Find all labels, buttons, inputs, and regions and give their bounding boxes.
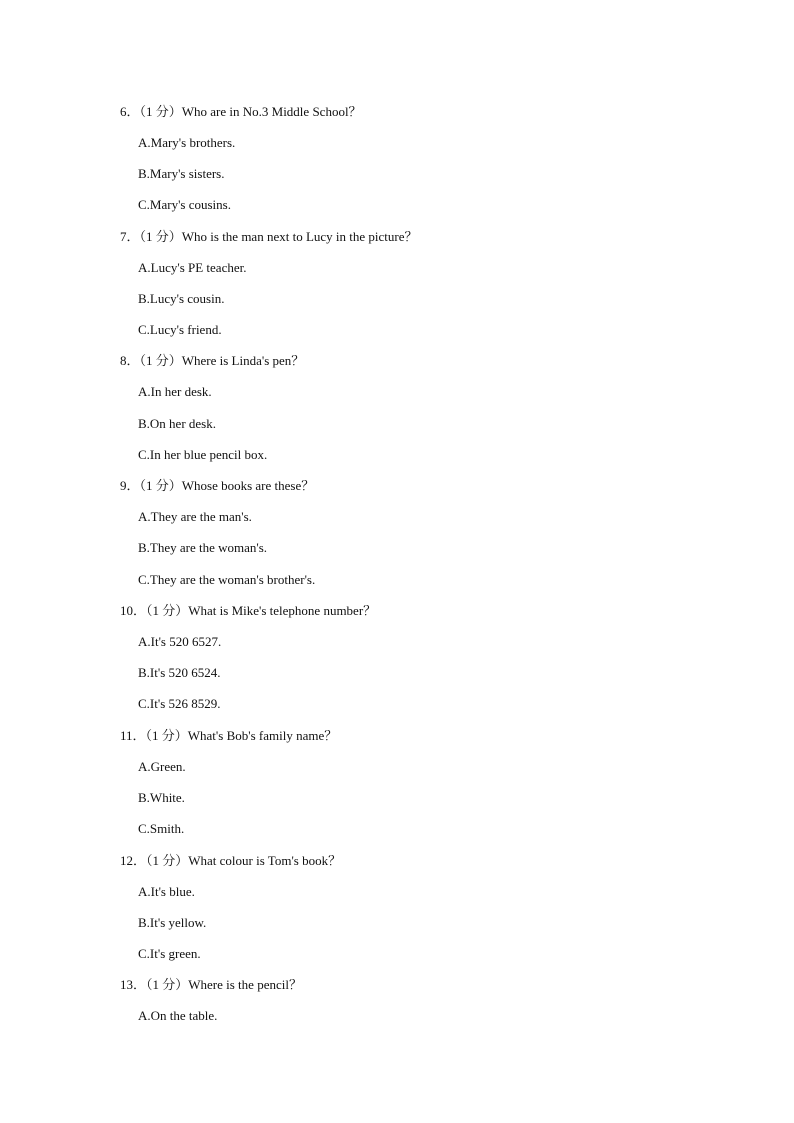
question-10-option-c: C.It's 526 8529. <box>138 696 221 711</box>
question-12-option-c: C.It's green. <box>138 946 201 961</box>
question-6: 6．（1 分）Who are in No.3 Middle School？ <box>120 104 362 119</box>
question-8: 8．（1 分）Where is Linda's pen？ <box>120 353 305 368</box>
question-7: 7．（1 分）Who is the man next to Lucy in the picture？ <box>120 229 418 244</box>
question-8-option-a: A.In her desk. <box>138 384 212 399</box>
question-12-option-b: B.It's yellow. <box>138 915 207 930</box>
question-7-option-a: A.Lucy's PE teacher. <box>138 260 247 275</box>
question-7-option-c: C.Lucy's friend. <box>138 322 222 337</box>
question-12: 12．（1 分）What colour is Tom's book？ <box>120 853 342 868</box>
question-9-option-a: A.They are the man's. <box>138 509 252 524</box>
question-11-option-a: A.Green. <box>138 759 186 774</box>
question-6-option-c: C.Mary's cousins. <box>138 197 231 212</box>
question-10-option-b: B.It's 520 6524. <box>138 665 221 680</box>
question-8-option-b: B.On her desk. <box>138 416 216 431</box>
question-6-option-a: A.Mary's brothers. <box>138 135 236 150</box>
question-11: 11．（1 分）What's Bob's family name？ <box>120 728 338 743</box>
question-8-option-c: C.In her blue pencil box. <box>138 447 268 462</box>
question-9-option-c: C.They are the woman's brother's. <box>138 572 316 587</box>
question-7-option-b: B.Lucy's cousin. <box>138 291 225 306</box>
question-9-option-b: B.They are the woman's. <box>138 540 268 555</box>
question-13-option-a: A.On the table. <box>138 1008 218 1023</box>
question-6-option-b: B.Mary's sisters. <box>138 166 225 181</box>
question-10-option-a: A.It's 520 6527. <box>138 634 222 649</box>
question-12-option-a: A.It's blue. <box>138 884 195 899</box>
question-13: 13．（1 分）Where is the pencil？ <box>120 977 302 992</box>
question-9: 9．（1 分）Whose books are these？ <box>120 478 315 493</box>
question-10: 10．（1 分）What is Mike's telephone number？ <box>120 603 377 618</box>
question-11-option-b: B.White. <box>138 790 185 805</box>
question-11-option-c: C.Smith. <box>138 821 185 836</box>
